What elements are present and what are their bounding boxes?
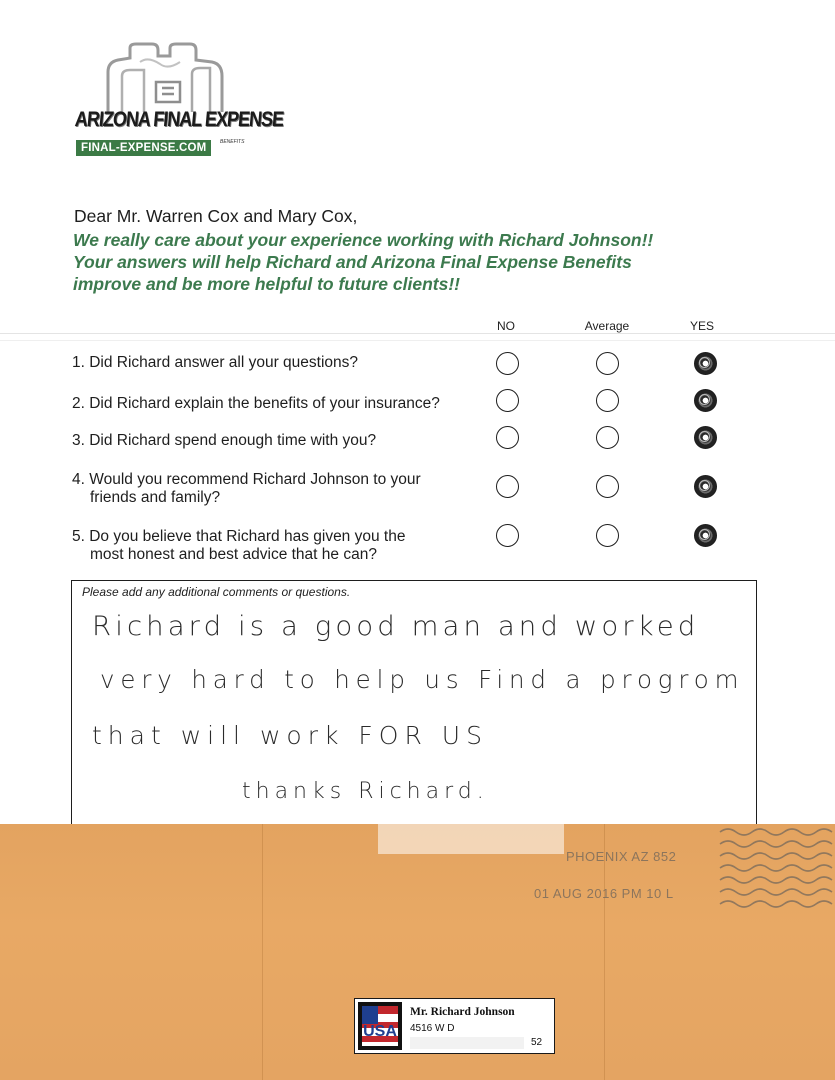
radio-q4-yes[interactable] — [694, 475, 717, 498]
return-street: 4516 W D — [410, 1023, 455, 1034]
intro-line: We really care about your experience working with Richard Johnson!! — [73, 230, 654, 250]
question-text-cont: friends and family? — [90, 489, 221, 506]
redaction-block — [465, 1023, 545, 1035]
logo-graphic — [100, 42, 240, 114]
radio-q3-no[interactable] — [496, 426, 519, 449]
question-5 — [72, 528, 405, 564]
logo-brand-text: ARIZONA FINAL EXPENSE — [73, 108, 285, 131]
radio-q2-no[interactable] — [496, 389, 519, 412]
envelope-tape — [378, 818, 564, 854]
radio-q1-average[interactable] — [596, 352, 619, 375]
cancellation-wavy-lines — [716, 824, 835, 919]
comments-label: Please add any additional comments or questions. — [82, 585, 351, 599]
intro-line: Your answers will help Richard and Arizona Final Expense Benefits — [73, 252, 632, 272]
usa-flag-graphic — [358, 1002, 402, 1050]
handwritten-line: very hard to help us Find a progrom — [100, 665, 745, 694]
handwritten-line: Richard is a good man and worked — [92, 611, 700, 642]
return-name: Mr. Richard Johnson — [410, 1006, 515, 1018]
redaction-block — [410, 1037, 524, 1049]
radio-q1-yes[interactable] — [694, 352, 717, 375]
question-2: 2. Did Richard explain the benefits of your insurance? — [72, 395, 440, 412]
logo-url-bar: FINAL-EXPENSE.COM — [76, 140, 211, 156]
flag-text: USA — [363, 1023, 397, 1040]
postmark-city: PHOENIX AZ 852 — [566, 849, 677, 864]
column-yes: YES — [689, 319, 714, 333]
return-zip: 52 — [531, 1037, 543, 1048]
envelope-crease — [262, 824, 263, 1080]
usa-flag-icon — [358, 1002, 402, 1050]
radio-q4-average[interactable] — [596, 475, 619, 498]
question-3: 3. Did Richard spend enough time with you? — [72, 432, 377, 449]
intro-paragraph — [73, 229, 773, 295]
return-address-label — [354, 998, 555, 1054]
salutation: Dear Mr. Warren Cox and Mary Cox, — [74, 206, 358, 226]
radio-q3-average[interactable] — [596, 426, 619, 449]
envelope — [0, 824, 835, 1080]
logo-tagline: BENEFITS — [220, 139, 245, 145]
radio-q3-yes[interactable] — [694, 426, 717, 449]
handwritten-line: that will work FOR US — [92, 721, 488, 750]
radio-q2-yes[interactable] — [694, 389, 717, 412]
column-average: Average — [584, 319, 630, 333]
postmark-date: 01 AUG 2016 PM 10 L — [534, 886, 674, 901]
question-1: 1. Did Richard answer all your questions? — [72, 354, 359, 371]
radio-q5-yes[interactable] — [694, 524, 717, 547]
comments-box[interactable] — [71, 580, 757, 830]
question-text: 5. Do you believe that Richard has given you the — [72, 528, 406, 545]
paper-fold — [0, 340, 835, 341]
radio-q1-no[interactable] — [496, 352, 519, 375]
company-logo — [73, 42, 285, 167]
intro-line: improve and be more helpful to future clients!! — [73, 274, 460, 294]
question-4 — [72, 471, 421, 507]
column-no: NO — [497, 319, 515, 333]
paper-fold — [0, 333, 835, 334]
radio-q4-no[interactable] — [496, 475, 519, 498]
radio-q5-no[interactable] — [496, 524, 519, 547]
question-text-cont: most honest and best advice that he can? — [90, 546, 377, 563]
handwritten-line: thanks Richard. — [242, 779, 489, 804]
radio-q5-average[interactable] — [596, 524, 619, 547]
radio-q2-average[interactable] — [596, 389, 619, 412]
question-text: 4. Would you recommend Richard Johnson to your — [72, 471, 421, 488]
